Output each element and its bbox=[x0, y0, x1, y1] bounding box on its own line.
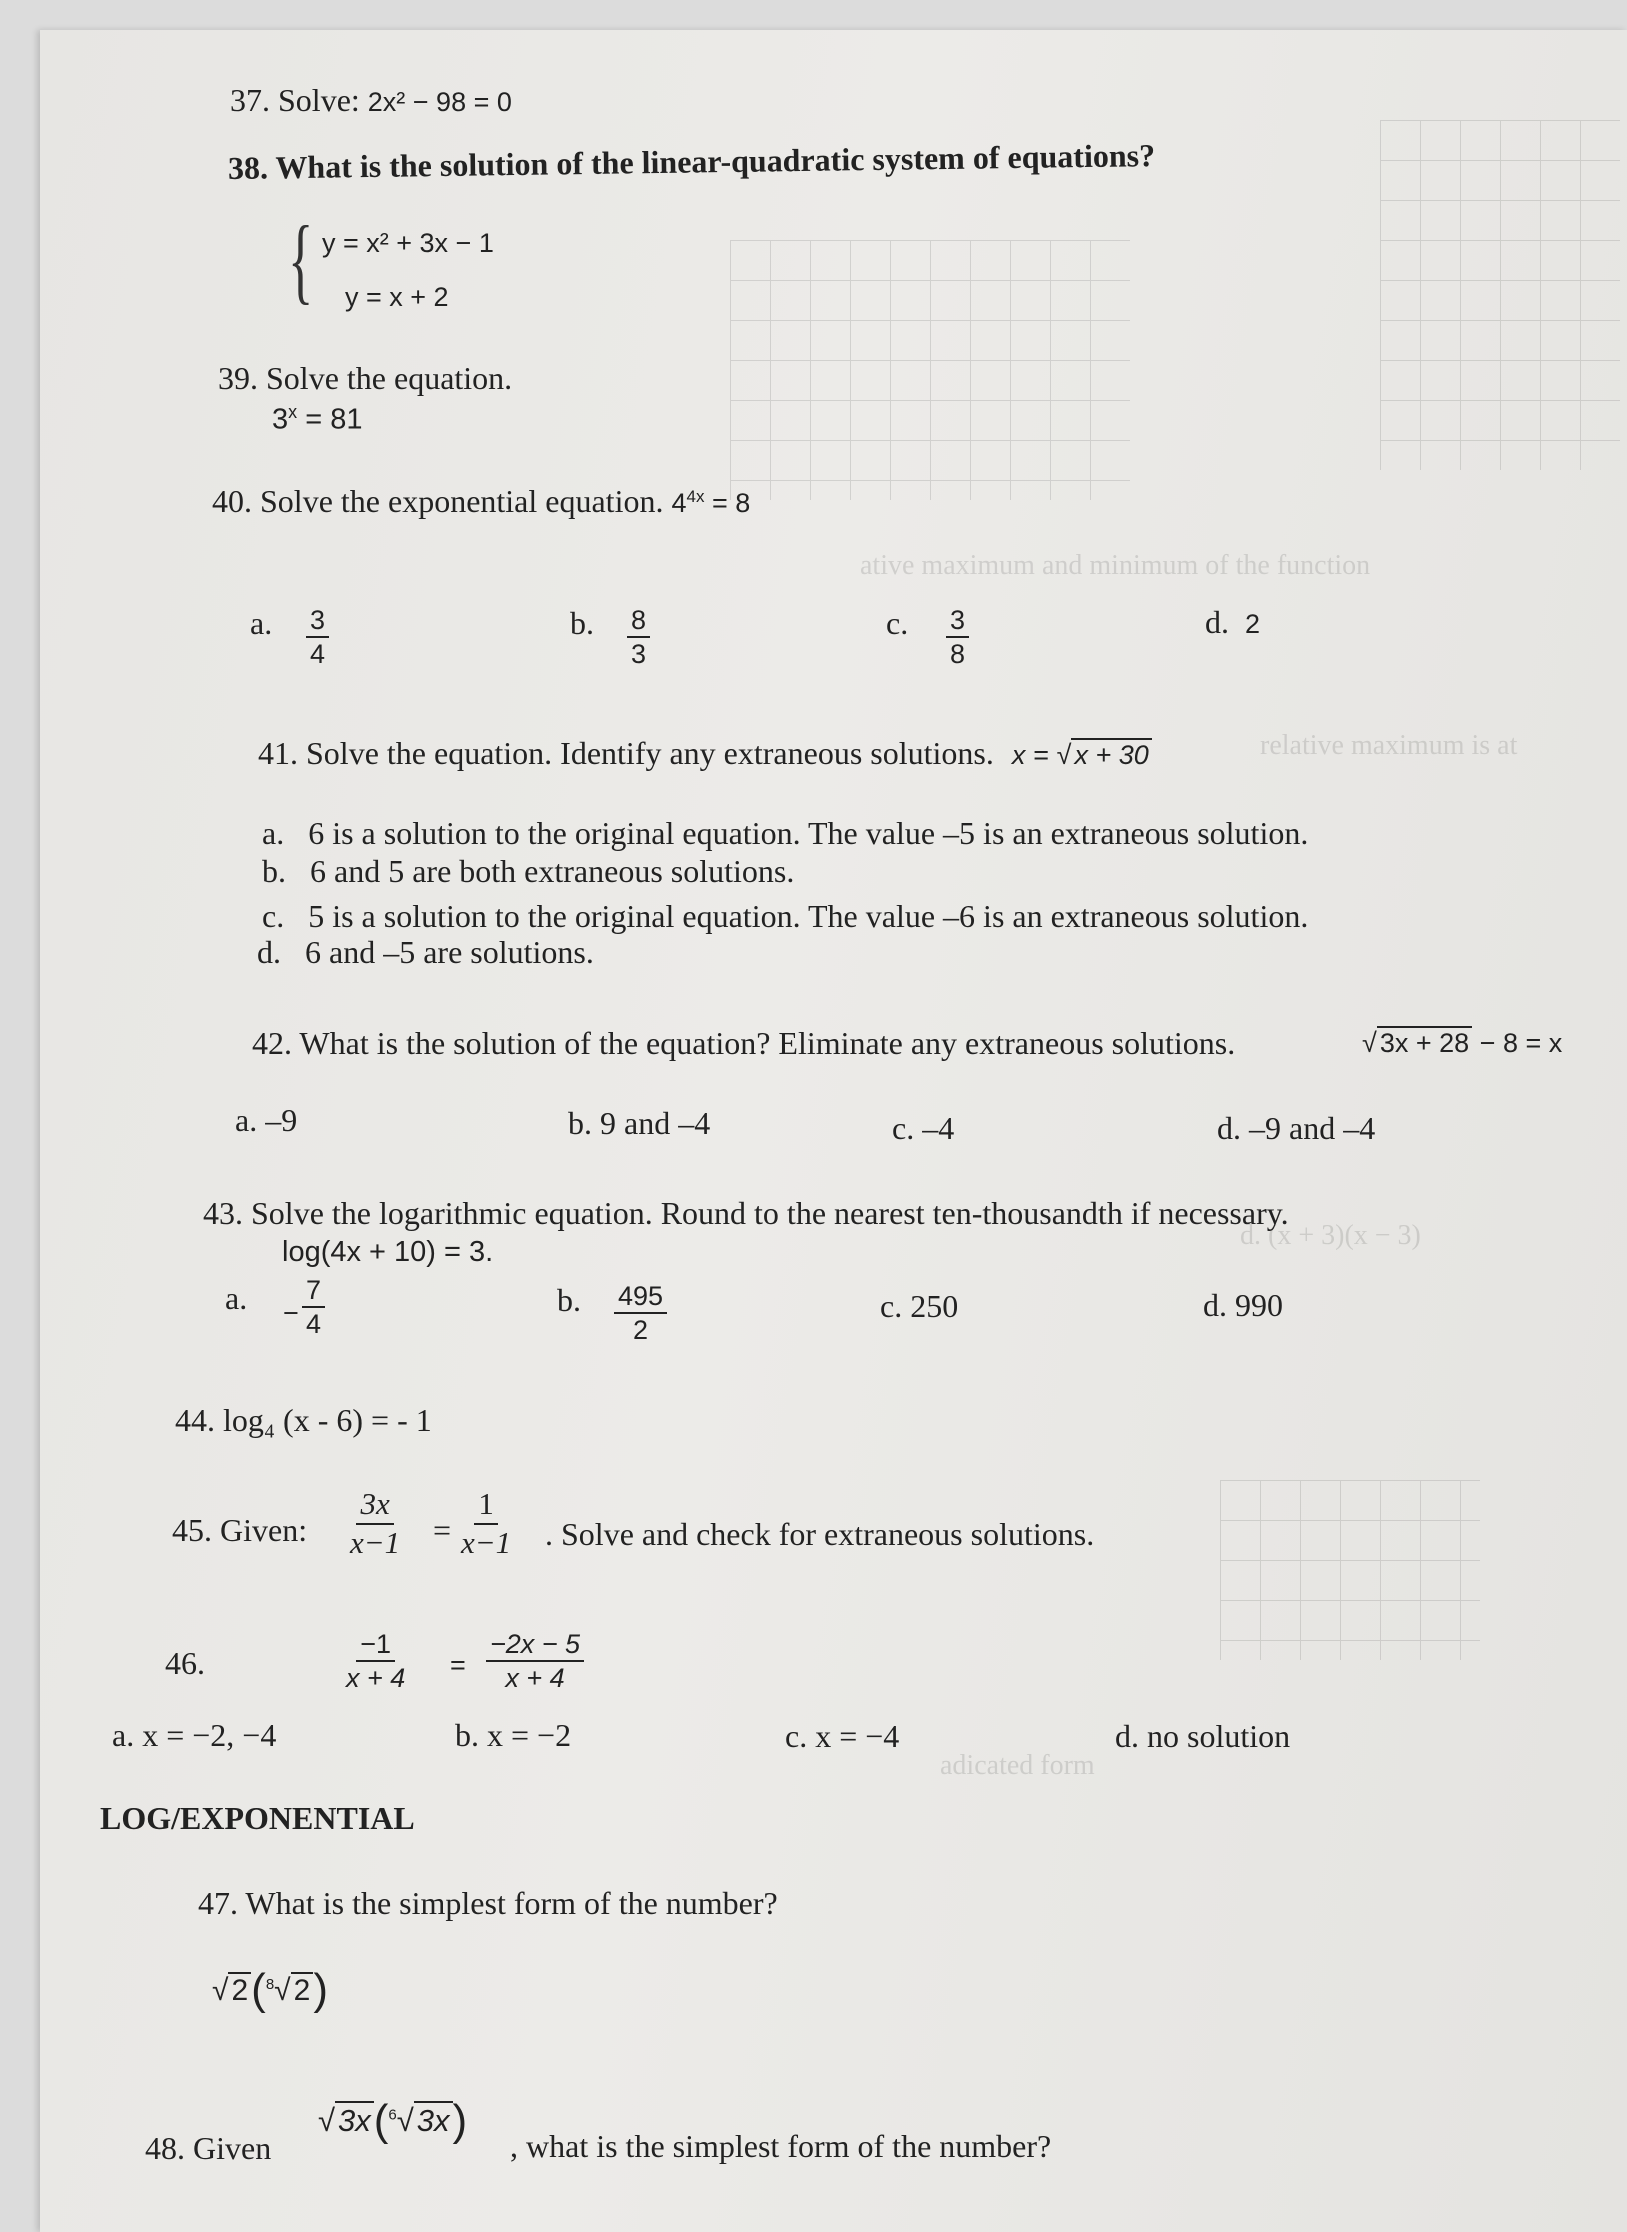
q45-equals: = bbox=[433, 1512, 452, 1548]
q40-option-a-fraction: $\frac{3}{4}$ bbox=[306, 606, 329, 669]
q41-option-a: a. 6 is a solution to the original equation. The value –5 is an extraneous solution. bbox=[262, 815, 1309, 851]
q48-expression: √3x($^6$√3x) bbox=[318, 2096, 468, 2145]
q46-option-d: d. no solution bbox=[1115, 1718, 1291, 1754]
q44-label: 44. log₄ (x - 6) = - 1 bbox=[175, 1402, 432, 1438]
q42-label: 42. What is the solution of the equation? Eliminate any extraneous solutions. bbox=[252, 1025, 1236, 1061]
q38-label: 38. What is the solution of the linear-quadratic system of equations? bbox=[227, 137, 1156, 186]
q41-option-d: d. 6 and –5 are solutions. bbox=[257, 934, 594, 970]
q43-equation: log(4x + 10) = 3. bbox=[282, 1236, 494, 1268]
q43-option-a-sign: − bbox=[283, 1298, 299, 1328]
q43-option-a-fraction: $\frac{7}{4}$ bbox=[302, 1276, 325, 1339]
q42-option-d: d. –9 and –4 bbox=[1217, 1110, 1376, 1146]
q39-equation: 3$^x$ = 81 bbox=[272, 402, 363, 436]
bleed-through-text: d. (x + 3)(x − 3) bbox=[1240, 1220, 1421, 1251]
q38-brace: { bbox=[288, 206, 314, 313]
q46-option-b: b. x = −2 bbox=[455, 1717, 572, 1753]
q47-label: 47. What is the simplest form of the number? bbox=[198, 1885, 778, 1921]
q41-option-c: c. 5 is a solution to the original equation. The value –6 is an extraneous solution. bbox=[262, 898, 1309, 934]
q46-equals: = bbox=[450, 1650, 466, 1680]
bleed-through-grid bbox=[730, 240, 1130, 500]
q40-label: 40. Solve the exponential equation. $4^{4x} = 8$ bbox=[212, 483, 751, 519]
q45-instructions: . Solve and check for extraneous solutions. bbox=[545, 1516, 1095, 1552]
q43-option-b-fraction: $\frac{495}{2}$ bbox=[614, 1282, 667, 1345]
q42-option-c: c. –4 bbox=[892, 1110, 955, 1146]
q40-option-c-letter: c. bbox=[886, 605, 909, 641]
q42-option-a: a. –9 bbox=[235, 1102, 298, 1138]
q43-option-d: d. 990 bbox=[1203, 1287, 1283, 1323]
q42-option-b: b. 9 and –4 bbox=[568, 1105, 711, 1141]
q45-right-fraction: $\frac{1}{x-1}$ bbox=[461, 1486, 512, 1560]
q47-expression: √ 2($^8$√ 2) bbox=[212, 1965, 328, 2014]
q41-radical: √ x + 30 bbox=[1057, 738, 1152, 770]
q48-question: , what is the simplest form of the number? bbox=[510, 2128, 1052, 2164]
q42-equation: √ 3x + 28 − 8 = x bbox=[1362, 1028, 1563, 1058]
q41-option-b: b. 6 and 5 are both extraneous solutions. bbox=[262, 853, 795, 889]
q40-equation: $4^{4x} = 8$ bbox=[671, 487, 751, 518]
q39-label: 39. Solve the equation. bbox=[218, 360, 513, 396]
q46-label: 46. bbox=[165, 1645, 205, 1681]
q43-option-c: c. 250 bbox=[880, 1288, 959, 1324]
q41-label: 41. Solve the equation. Identify any extraneous solutions. x = √ x + 30 bbox=[258, 735, 1152, 772]
q40-option-a-letter: a. bbox=[250, 605, 273, 641]
bleed-through-text: ative maximum and minimum of the function bbox=[860, 550, 1371, 581]
q46-right-fraction: $\frac{-2x - 5}{x + 4}$ bbox=[486, 1630, 584, 1693]
q37-equation: 2x² − 98 = 0 bbox=[367, 87, 512, 117]
q43-option-b-letter: b. bbox=[557, 1282, 581, 1318]
q40-option-c-fraction: $\frac{3}{8}$ bbox=[946, 606, 969, 669]
q46-left-fraction: $\frac{-1}{x + 4}$ bbox=[346, 1629, 406, 1694]
q46-option-c: c. x = −4 bbox=[785, 1718, 900, 1754]
q40-option-b-fraction: $\frac{8}{3}$ bbox=[627, 606, 650, 669]
q43-label: 43. Solve the logarithmic equation. Round to the nearest ten-thousandth if necessary. bbox=[203, 1195, 1289, 1231]
q45-left-fraction: $\frac{3x}{x-1}$ bbox=[350, 1486, 401, 1560]
q40-option-d: d. 2 bbox=[1205, 604, 1261, 640]
q43-option-a-letter: a. bbox=[225, 1280, 248, 1316]
q48-label: 48. Given bbox=[145, 2130, 272, 2166]
q38-equation-2: y = x + 2 bbox=[345, 282, 449, 312]
bleed-through-grid-lower bbox=[1220, 1480, 1480, 1660]
section-heading: LOG/EXPONENTIAL bbox=[100, 1800, 415, 1836]
bleed-through-grid-right bbox=[1380, 120, 1620, 470]
q40-option-b-letter: b. bbox=[570, 605, 594, 641]
q46-option-a: a. x = −2, −4 bbox=[112, 1717, 277, 1753]
bleed-through-text: relative maximum is at bbox=[1260, 730, 1518, 761]
q45-label: 45. Given: bbox=[172, 1512, 308, 1548]
q38-equation-1: y = x² + 3x − 1 bbox=[322, 228, 494, 258]
bleed-through-text: adicated form bbox=[940, 1750, 1095, 1781]
q37-label: 37. Solve: 2x² − 98 = 0 bbox=[230, 82, 512, 118]
